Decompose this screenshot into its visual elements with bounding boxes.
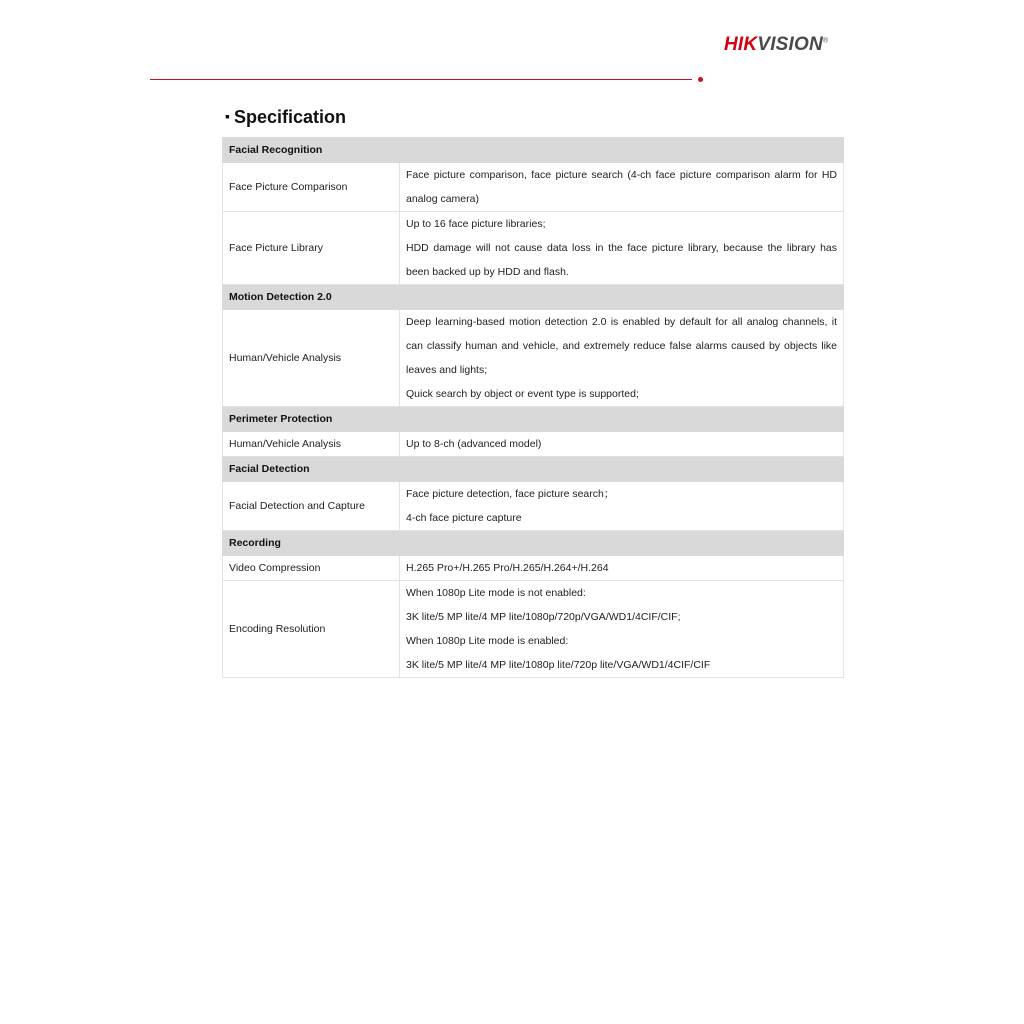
spec-value [400, 432, 844, 457]
spec-value [400, 556, 844, 581]
spec-label: Video Compression [223, 556, 400, 581]
group-header-row [223, 138, 844, 163]
logo-hik: HIK [724, 34, 758, 55]
hikvision-logo [724, 34, 828, 56]
header-rule-dot [698, 77, 703, 82]
spec-value-line: 4-ch face picture capture [406, 512, 522, 524]
group-header: Facial Detection [223, 457, 844, 482]
spec-value-line: Face picture comparison, face picture search (4-ch face picture comparison alarm for HD analog camera) [406, 169, 838, 205]
spec-value [400, 482, 844, 531]
spec-value-line: H.265 Pro+/H.265 Pro/H.265/H.264+/H.264 [406, 562, 609, 574]
spec-value-line: Up to 8-ch (advanced model) [406, 438, 542, 450]
spec-row [223, 432, 844, 457]
group-header-row [223, 407, 844, 432]
spec-row [223, 310, 844, 407]
logo-vision: VISION [757, 34, 823, 55]
spec-row [223, 212, 844, 285]
spec-value [400, 212, 844, 285]
group-header: Facial Recognition [223, 138, 844, 163]
group-header: Motion Detection 2.0 [223, 285, 844, 310]
spec-value-line: Face picture detection, face picture search； [406, 488, 615, 500]
spec-value-line: 3K lite/5 MP lite/4 MP lite/1080p lite/720p lite/VGA/WD1/4CIF/CIF [406, 659, 711, 671]
spec-value-line: Up to 16 face picture libraries; [406, 218, 546, 230]
spec-value-line: Deep learning-based motion detection 2.0 is enabled by default for all analog channels, it can classify human and vehicle, and extremely reduce false alarms caused by objects like leaves and lights; [406, 316, 838, 376]
spec-label: Face Picture Library [223, 212, 400, 285]
spec-label: Face Picture Comparison [223, 163, 400, 212]
header-rule [150, 79, 692, 80]
spec-value-line: Quick search by object or event type is supported; [406, 388, 639, 400]
group-header-row [223, 285, 844, 310]
spec-label: Human/Vehicle Analysis [223, 432, 400, 457]
group-header-row [223, 531, 844, 556]
group-header: Recording [223, 531, 844, 556]
section-title [225, 107, 346, 128]
group-header: Perimeter Protection [223, 407, 844, 432]
section-bullet: ▪ [225, 108, 230, 124]
spec-row [223, 482, 844, 531]
spec-value [400, 310, 844, 407]
spec-row [223, 163, 844, 212]
spec-value-line: When 1080p Lite mode is enabled: [406, 635, 569, 647]
spec-value [400, 581, 844, 678]
spec-value-line: HDD damage will not cause data loss in the face picture library, because the library has been backed up by HDD and flash. [406, 242, 838, 278]
group-header-row [223, 457, 844, 482]
logo-registered-mark: ® [822, 37, 829, 45]
section-title-text: Specification [233, 107, 346, 127]
spec-row [223, 581, 844, 678]
spec-row [223, 556, 844, 581]
spec-value [400, 163, 844, 212]
spec-value-line: 3K lite/5 MP lite/4 MP lite/1080p/720p/VGA/WD1/4CIF/CIF; [406, 611, 681, 623]
spec-label: Human/Vehicle Analysis [223, 310, 400, 407]
spec-label: Facial Detection and Capture [223, 482, 400, 531]
spec-label: Encoding Resolution [223, 581, 400, 678]
spec-value-line: When 1080p Lite mode is not enabled: [406, 587, 586, 599]
specification-table [222, 137, 844, 678]
